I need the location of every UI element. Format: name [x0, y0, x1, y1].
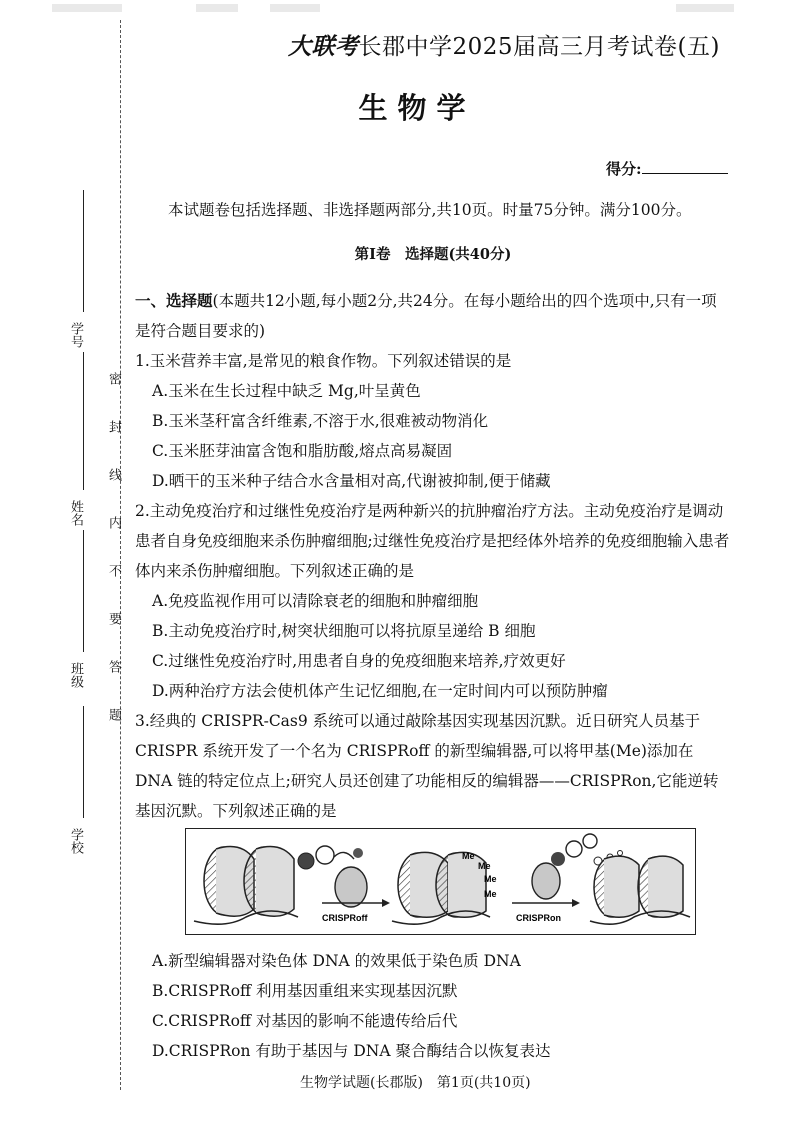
question-stem: 2.主动免疫治疗和过继性免疫治疗是两种新兴的抗肿瘤治疗方法。主动免疫治疗是调动患者自身免疫细胞来杀伤肿瘤细胞;过继性免疫治疗是把经体外培养的免疫细胞输入患者体内来杀伤肿瘤细胞。下列叙述正确的是	[135, 502, 730, 580]
section-instruction-text: (本题共12小题,每小题2分,共24分。在每小题给出的四个选项中,只有一项是符合题目要求的)	[135, 292, 717, 340]
option-c[interactable]: C.过继性免疫治疗时,用患者自身的免疫细胞来培养,疗效更好	[152, 652, 566, 670]
exam-title-text: 长郡中学2025届高三月考试卷(五)	[358, 34, 720, 60]
arrow1-label: CRISPRoff	[322, 913, 368, 923]
field-line-student-id[interactable]	[83, 190, 84, 312]
scan-mark	[676, 4, 734, 12]
scan-mark	[270, 4, 320, 12]
brand-prefix: 大联考	[288, 33, 359, 60]
seal-warning: 密 封 线 内 不 要 答 题	[106, 372, 121, 732]
option-c[interactable]: C.CRISPRoff 对基因的影响不能遗传给后代	[152, 1012, 458, 1030]
crispr-figure	[185, 828, 696, 935]
scan-mark	[52, 4, 122, 12]
me-label: Me	[478, 861, 491, 871]
option-d[interactable]: D.晒干的玉米种子结合水含量相对高,代谢被抑制,便于储藏	[152, 472, 551, 490]
arrow-crisproff	[322, 899, 390, 923]
score-label: 得分:	[606, 160, 642, 178]
section-instruction	[135, 286, 731, 346]
me-label: Me	[484, 874, 497, 884]
part-title: 第Ⅰ卷 选择题(共40分)	[354, 246, 512, 263]
option-d[interactable]: D.CRISPRon 有助于基因与 DNA 聚合酶结合以恢复表达	[152, 1042, 551, 1060]
chromatin-methylated-middle	[392, 851, 497, 924]
option-b[interactable]: B.主动免疫治疗时,树突状细胞可以将抗原呈递给 B 细胞	[152, 622, 536, 640]
score-blank[interactable]	[642, 159, 728, 174]
option-a[interactable]: A.新型编辑器对染色体 DNA 的效果低于染色质 DNA	[152, 952, 521, 970]
score-field	[606, 158, 728, 179]
option-c[interactable]: C.玉米胚芽油富含饱和脂肪酸,熔点高易凝固	[152, 442, 453, 460]
exam-title	[288, 28, 720, 61]
option-b[interactable]: B.CRISPRoff 利用基因重组来实现基因沉默	[152, 982, 458, 1000]
page-footer: 生物学试题(长郡版) 第1页(共10页)	[300, 1075, 531, 1091]
arrow2-label: CRISPRon	[516, 913, 561, 923]
question-stem: 1.玉米营养丰富,是常见的粮食作物。下列叙述错误的是	[135, 352, 512, 370]
option-a[interactable]: A.玉米在生长过程中缺乏 Mg,叶呈黄色	[152, 382, 421, 400]
chromatin-silenced-left	[194, 847, 298, 925]
field-label-student-id: 学号	[68, 322, 83, 348]
me-label: Me	[462, 851, 475, 861]
crispr-diagram	[186, 829, 695, 934]
field-label-school: 学校	[68, 828, 83, 854]
field-line-name[interactable]	[83, 352, 84, 490]
question-section	[135, 286, 731, 826]
option-d[interactable]: D.两种治疗方法会使机体产生记忆细胞,在一定时间内可以预防肿瘤	[152, 682, 608, 700]
field-label-name: 姓名	[68, 500, 83, 526]
subject-title: 生物学	[358, 91, 476, 125]
chromatin-active-right	[590, 856, 690, 924]
question-3-options	[135, 946, 731, 1066]
field-line-class[interactable]	[83, 530, 84, 652]
field-line-school[interactable]	[83, 706, 84, 818]
scan-mark	[196, 4, 238, 12]
me-label: Me	[484, 889, 497, 899]
exam-intro: 本试题卷包括选择题、非选择题两部分,共10页。时量75分钟。满分100分。	[168, 201, 692, 219]
option-a[interactable]: A.免疫监视作用可以清除衰老的细胞和肿瘤细胞	[152, 592, 479, 610]
section-heading: 一、选择题	[135, 291, 213, 310]
editor-protein	[298, 846, 367, 907]
option-b[interactable]: B.玉米茎秆富含纤维素,不溶于水,很难被动物消化	[152, 412, 489, 430]
question-stem: 3.经典的 CRISPR-Cas9 系统可以通过敲除基因实现基因沉默。近日研究人员基于 CRISPR 系统开发了一个名为 CRISPRoff 的新型编辑器,可以将甲基(Me)添加在 DNA 链的特定位点上;研究人员还创建了功能相反的编辑器——CRISPRon,它能逆转基因沉默。下列叙述正确的是	[135, 712, 719, 820]
field-label-class: 班级	[68, 662, 83, 688]
